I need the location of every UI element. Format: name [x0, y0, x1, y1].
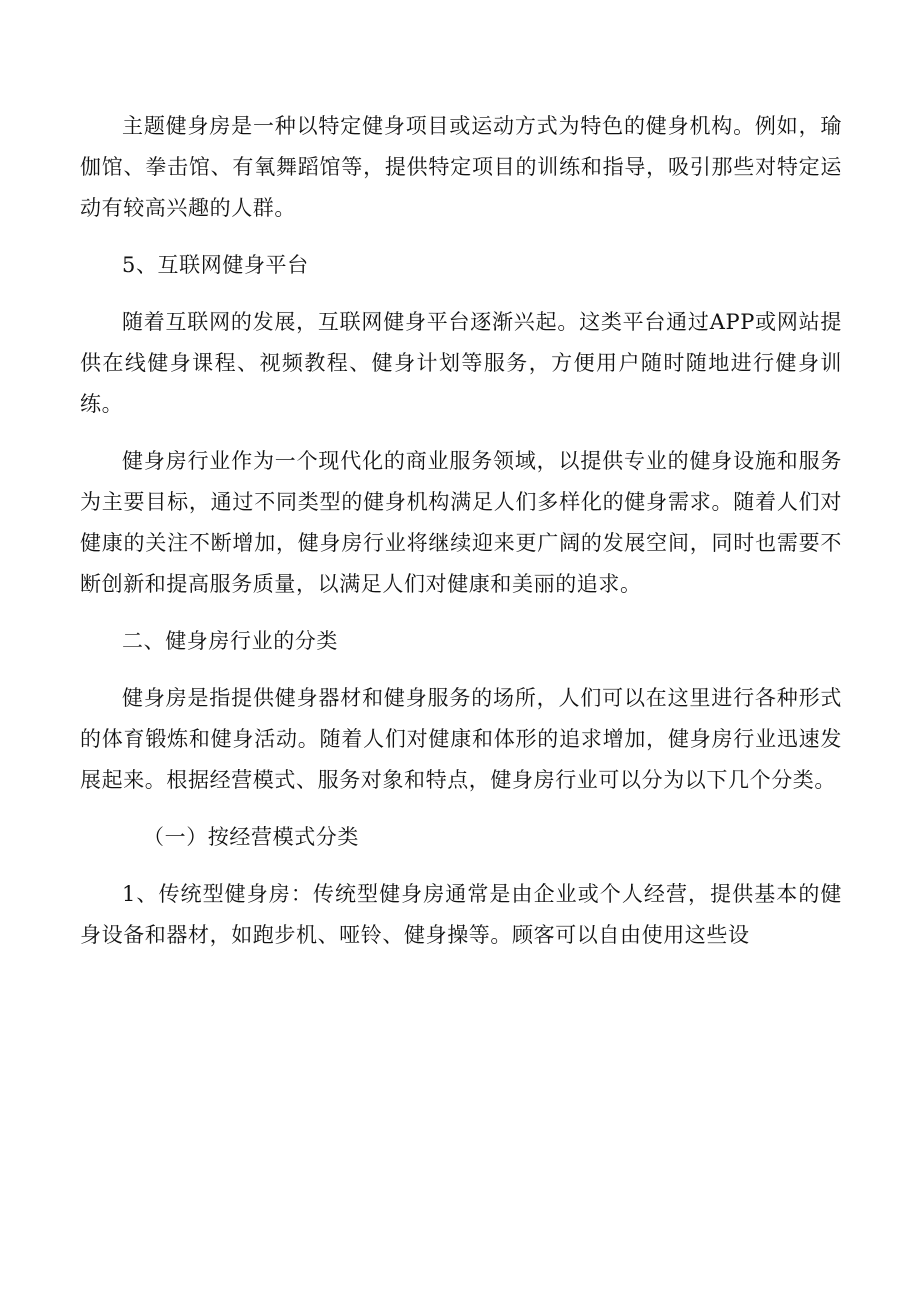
- heading-section-classification: 二、健身房行业的分类: [122, 629, 338, 653]
- paragraph-internet-platform: 随着互联网的发展，互联网健身平台逐渐兴起。这类平台通过APP或网站提供在线健身课程、视频教程、健身计划等服务，方便用户随时随地进行健身训练。: [80, 310, 842, 416]
- heading-by-business-model: （一）按经营模式分类: [143, 825, 359, 849]
- paragraph-traditional-gym: 1、传统型健身房：传统型健身房通常是由企业或个人经营，提供基本的健身设备和器材，如跑步机、哑铃、健身操等。顾客可以自由使用这些设: [80, 882, 842, 947]
- paragraph-industry-summary: 健身房行业作为一个现代化的商业服务领域，以提供专业的健身设施和服务为主要目标，通过不同类型的健身机构满足人们多样化的健身需求。随着人们对健康的关注不断增加，健身房行业将继续迎来更广阔的发展空间，同时也需要不断创新和提高服务质量，以满足人们对健康和美丽的追求。: [80, 449, 842, 596]
- paragraph-theme-gym: 主题健身房是一种以特定健身项目或运动方式为特色的健身机构。例如，瑜伽馆、拳击馆、有氧舞蹈馆等，提供特定项目的训练和指导，吸引那些对特定运动有较高兴趣的人群。: [80, 114, 842, 220]
- heading-internet-platform: 5、互联网健身平台: [122, 253, 309, 277]
- document-body: [80, 106, 842, 956]
- paragraph-classification-intro: 健身房是指提供健身器材和健身服务的场所，人们可以在这里进行各种形式的体育锻炼和健身活动。随着人们对健康和体形的追求增加，健身房行业迅速发展起来。根据经营模式、服务对象和特点，健身房行业可以分为以下几个分类。: [80, 686, 842, 792]
